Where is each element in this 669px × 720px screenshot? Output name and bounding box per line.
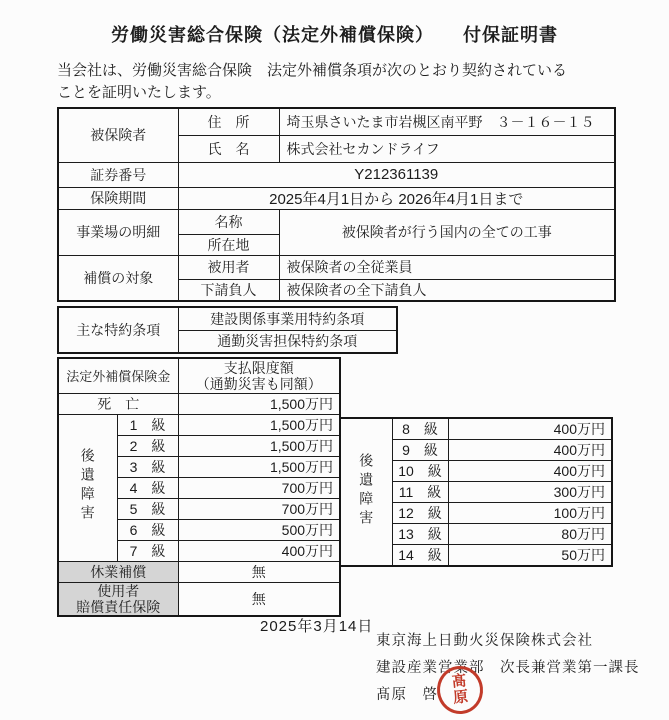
grade-label: 13 級 [392, 524, 448, 545]
table-row [58, 307, 397, 330]
worksite-location-label: 所在地 [178, 234, 279, 255]
grade-label: 14 級 [392, 545, 448, 567]
grade-label: 10 級 [392, 461, 448, 482]
grade-label: 5 級 [117, 498, 178, 519]
grade-amount: 700万円 [178, 498, 340, 519]
special-clauses-table [57, 306, 398, 354]
grade-label: 12 級 [392, 503, 448, 524]
grade-amount: 100万円 [448, 503, 612, 524]
grade-amount: 1,500万円 [178, 456, 340, 477]
grade-amount: 1,500万円 [178, 414, 340, 435]
benefit-table-left [57, 357, 341, 617]
benefit-label: 法定外補償保険金 [58, 358, 178, 393]
address-label: 住 所 [178, 108, 279, 135]
work-absence-value: 無 [178, 561, 340, 582]
grade-amount: 50万円 [448, 545, 612, 567]
name-value: 株式会社セカンドライフ [279, 135, 615, 162]
insurer-company-name: 東京海上日動火災保険株式会社 [376, 633, 593, 649]
grade-amount: 400万円 [448, 440, 612, 461]
subcontractor-label: 下請負人 [178, 279, 279, 301]
worksite-name-label: 名称 [178, 209, 279, 234]
intro-line-2: ことを証明いたします。 [57, 84, 221, 101]
disability-left-label: 後遺障害 [58, 414, 117, 561]
name-label: 氏 名 [178, 135, 279, 162]
intro-paragraph [57, 60, 627, 104]
grade-label: 6 級 [117, 519, 178, 540]
issue-date: 2025年3月14日 [260, 618, 374, 635]
grade-label: 8 級 [392, 418, 448, 440]
policy-summary-table [57, 107, 616, 302]
work-absence-label: 休業補償 [58, 561, 178, 582]
employee-value: 被保険者の全従業員 [279, 255, 615, 279]
grade-amount: 300万円 [448, 482, 612, 503]
grade-amount: 400万円 [178, 540, 340, 561]
employer-liability-label [58, 582, 178, 616]
grade-amount: 400万円 [448, 461, 612, 482]
grade-label: 7 級 [117, 540, 178, 561]
period-label: 保険期間 [58, 187, 178, 209]
policy-number-label: 証券番号 [58, 162, 178, 187]
table-row [58, 255, 615, 279]
death-label: 死 亡 [58, 393, 178, 414]
policy-number-value: Y212361139 [178, 162, 615, 187]
employer-liability-value: 無 [178, 582, 340, 616]
document-title: 労働災害総合保険（法定外補償保険） 付保証明書 [111, 25, 558, 45]
seal-character-top: 髙 [450, 672, 468, 691]
table-row [340, 418, 612, 440]
table-row [58, 358, 340, 393]
benefit-limit-line-1: 支払限度額 [223, 359, 294, 376]
special-clause-item: 通勤災害担保特約条項 [178, 330, 397, 353]
employer-liability-label-line-1: 使用者 [97, 582, 140, 599]
disability-right-label: 後遺障害 [340, 418, 392, 566]
table-row [58, 162, 615, 187]
signer-name: 髙原 啓 [376, 687, 438, 703]
table-row [58, 209, 615, 234]
special-clauses-label: 主な特約条項 [58, 307, 178, 353]
subcontractor-value: 被保険者の全下請負人 [279, 279, 615, 301]
table-row [58, 582, 340, 616]
signature-block [376, 628, 640, 709]
coverage-target-label: 補償の対象 [58, 255, 178, 301]
address-value: 埼玉県さいたま市岩槻区南平野 ３－１６－１５ [279, 108, 615, 135]
worksite-label: 事業場の明細 [58, 209, 178, 255]
grade-label: 4 級 [117, 477, 178, 498]
grade-label: 3 級 [117, 456, 178, 477]
table-row [58, 561, 340, 582]
employer-liability-label-line-2: 賠償責任保険 [76, 598, 161, 615]
insurer-department-title: 建設産業営業部 次長兼営業第一課長 [376, 660, 640, 676]
seal-character-bottom: 原 [452, 688, 470, 707]
worksite-value: 被保険者が行う国内の全ての工事 [279, 209, 615, 255]
death-amount: 1,500万円 [178, 393, 340, 414]
intro-line-1: 当会社は、労働災害総合保険 法定外補償条項が次のとおり契約されている [57, 62, 568, 79]
benefit-table-right [339, 417, 613, 567]
grade-amount: 400万円 [448, 418, 612, 440]
grade-label: 11 級 [392, 482, 448, 503]
grade-amount: 80万円 [448, 524, 612, 545]
grade-label: 9 級 [392, 440, 448, 461]
table-row [58, 393, 340, 414]
grade-label: 2 級 [117, 435, 178, 456]
grade-amount: 1,500万円 [178, 435, 340, 456]
table-row [58, 187, 615, 209]
grade-amount: 700万円 [178, 477, 340, 498]
table-row [58, 108, 615, 135]
period-value: 2025年4月1日から 2026年4月1日まで [178, 187, 615, 209]
grade-amount: 500万円 [178, 519, 340, 540]
grade-label: 1 級 [117, 414, 178, 435]
table-row [58, 414, 340, 435]
benefit-limit-line-2: （通勤災害も同額） [195, 375, 322, 392]
insured-label: 被保険者 [58, 108, 178, 162]
benefit-limit-header [178, 358, 340, 393]
employee-label: 被用者 [178, 255, 279, 279]
special-clause-item: 建設関係事業用特約条項 [178, 307, 397, 330]
